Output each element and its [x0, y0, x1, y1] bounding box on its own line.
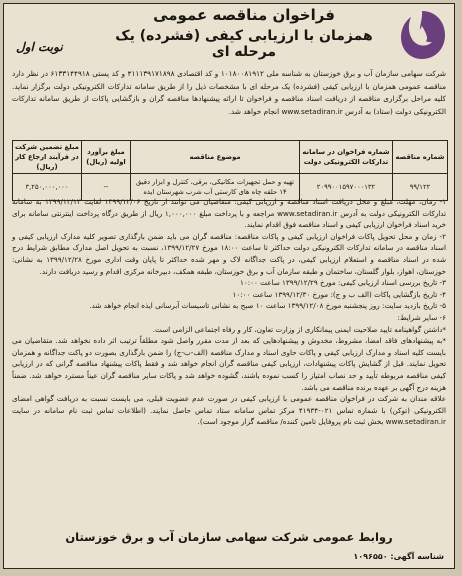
notice-subtitle: همزمان با ارزیابی کیفی (فشرده) یک مرحله ای — [115, 28, 373, 60]
tender-number-cell: ۹۹/۱۲۲ — [393, 174, 448, 201]
column-header: موضوع مناقصه — [131, 141, 300, 174]
clause-paragraph: ۵- تاریخ بازدید سایت: روز پنجشنبه مورخ ۱۳۹۹/۱۲/۰۸ ساعت ۱۰ صبح به نشانی تاسیسات آبرسانی ایذه انجام خواهد شد. — [89, 301, 446, 311]
column-header: شماره فراخوان در سامانه تدارکات الکترونیکی دولت — [300, 141, 393, 174]
guarantee-cell: ۳,۲۵۰,۰۰۰,۰۰۰ — [13, 174, 82, 201]
notice-body — [12, 196, 446, 428]
organization-logo-icon — [396, 8, 448, 62]
clause-paragraph: ۴- تاریخ بازگشایی پاکات (الف ب و ج): مورخ ۱۳۹۹/۱۲/۳۰ ساعت ۱۰:۰۰ — [232, 289, 446, 299]
tender-table — [12, 140, 448, 201]
notice-title: فراخوان مناقصه عمومی — [153, 6, 335, 24]
clause-paragraph: *داشتن گواهینامه تایید صلاحیت ایمنی پیمانکاری از وزارت تعاون، کار و رفاه اجتماعی الزامی است. — [152, 324, 446, 334]
intro-paragraph: شرکت سهامی سازمان آب و برق خوزستان به شناسه ملی ۱۰۱۸۰۰۸۱۹۱۲ و کد اقتصادی ۴۱۱۱۳۹۱۷۱۸۹۸ و کد پستی ۶۱۳۳۱۴۴۹۱۸ در نظر دارد مناقصه عمومی همزمان با ارزیابی کیفی (فشرده) یک مرحله ای با مشخصات ذیل را از طریق سامانه تدارکات الکترونیکی دولت برگزار نماید. کلیه مراحل برگزاری مناقصه از دریافت اسناد مناقصه و فراخوان تا ارائه پیشنهادها مناقصه گران و بازگشایی پاکات از طریق سامانه تدارکات الکترونیکی دولت (ستاد) به آدرس www.setadiran.ir انجام خواهد شد. — [12, 69, 447, 116]
column-header: مبلغ برآورد اولیه (ریال) — [82, 141, 131, 174]
clause-paragraph: *به پیشنهادهای فاقد امضا، مشروط، مخدوش و پیشنهادهایی که بعد از مدت مقرر واصل شود مطلقاً ترتیب اثر داده نخواهد شد. متقاضیان می بایست کلیه اسناد و مدارک ارزیابی کیفی و پاکات حاوی اسناد و مدارک مناقصه (الف-ب-ج) را ضمن بارگذاری بصورت دو پاکت جداگانه و همزمان تحویل نمایند. قبل از گشایش پاکات پیشنهادات، ارزیابی کیفی مناقصه گران انجام خواهد شد و فقط پاکات پیشنهاد مناقصه گرانی که در ارزیابی کیفی مناقصه مربوطه تأیید و حد نصاب امتیاز را کسب نموده باشند، گشوده خواهد شد و پاکات سایر مناقصه گران عیناً مسترد خواهد شد. ضمناً هزینه درج آگهی بر عهده برنده مناقصه می باشد. — [12, 336, 446, 392]
clause-paragraph: ۲- زمان و محل تحویل پاکات فراخوان ارزیابی کیفی و پاکات مناقصه: مناقصه گران می باید ضمن بارگذاری تصویر کلیه مدارک ارزیابی کیفی و اسناد مناقصه در سامانه تدارکات الکترونیکی دولت حداکثر تا ساعت ۱۸:۰۰ مورخ ۱۳۹۹/۱۲/۲۷، نسبت به تحویل اصل مدارک مطابق شرایط درج شده در اسناد مناقصه و استعلام ارزیابی کیفی، در پاکت جداگانه لاک و مهر شده حداکثر تا پایان وقت اداری مورخ ۱۳۹۹/۱۲/۲۸ به نشانی: خوزستان، اهواز، بلوار گلستان، ساختمان و طبقه سازمان آب و برق خوزستان، طبقه همکف، دبیرخانه مرکزی اقدام و رسید دریافت دارند. — [12, 231, 446, 276]
column-header: شماره مناقصه — [393, 141, 448, 174]
clause-paragraph: ۱- زمان، مهلت، مبلغ و محل دریافت اسناد مناقصه و ارزیابی کیفی: متقاضیان می توانند از تاریخ ۱۳۹۹/۱۲/۰۶ لغایت ۱۳۹۹/۱۲/۱۳ به سامانه تدارکات الکترونیکی دولت به آدرس www.setadiran.ir مراجعه و با پرداخت مبلغ ۱,۰۰۰,۰۰۰ ریال از طریق درگاه پرداخت اینترنتی سامانه برای خرید اسناد فراخوان ارزیابی کیفی و اسناد مناقصه فوق اقدام نمایند. — [12, 197, 446, 230]
subject-cell: تهیه و حمل تجهیزات مکانیکی، برقی، کنترل و ابزار دقیق ۱۴ حلقه چاه های کارستی آب شرب شهرستان ایذه — [131, 174, 300, 201]
table-header-row — [13, 141, 448, 174]
portal-number-cell: ۲۰۹۹۰۰۱۵۹۷۰۰۰۱۳۲ — [300, 174, 393, 201]
estimate-cell: -- — [82, 174, 131, 201]
clause-paragraph: علاقه مندان به شرکت در فراخوان مناقصه عمومی با ارزیابی کیفی در صورت عدم عضویت قبلی، می بایست نسبت به دریافت گواهی امضای الکترونیکی (توکن) با شماره تماس ۰۲۱-۴۱۹۳۴ مرکز تماس سامانه ستاد تماس حاصل نمایند. (اطلاعات تماس ثبت نام سامانه در سایت www.setadiran.ir بخش ثبت نام پروفایل تامین کننده/ مناقصه گزار موجود است). — [12, 394, 446, 427]
tender-notice — [3, 3, 455, 569]
clause-paragraph: ۶- سایر شرایط: — [397, 312, 446, 322]
publication-stage: نوبت اول — [16, 40, 63, 54]
column-header: مبلغ تضمین شرکت در فرآیند ارجاع کار (ریال) — [13, 141, 82, 174]
clause-paragraph: ۳- تاریخ بررسی اسناد ارزیابی کیفی: مورخ ۱۳۹۹/۱۲/۲۹ ساعت ۱۰:۰۰ — [240, 278, 446, 288]
public-relations-signature: روابط عمومی شرکت سهامی سازمان آب و برق خوزستان — [65, 530, 393, 544]
ad-id: شناسه آگهی: ۱۰۹۶۵۵۰ — [353, 552, 444, 561]
